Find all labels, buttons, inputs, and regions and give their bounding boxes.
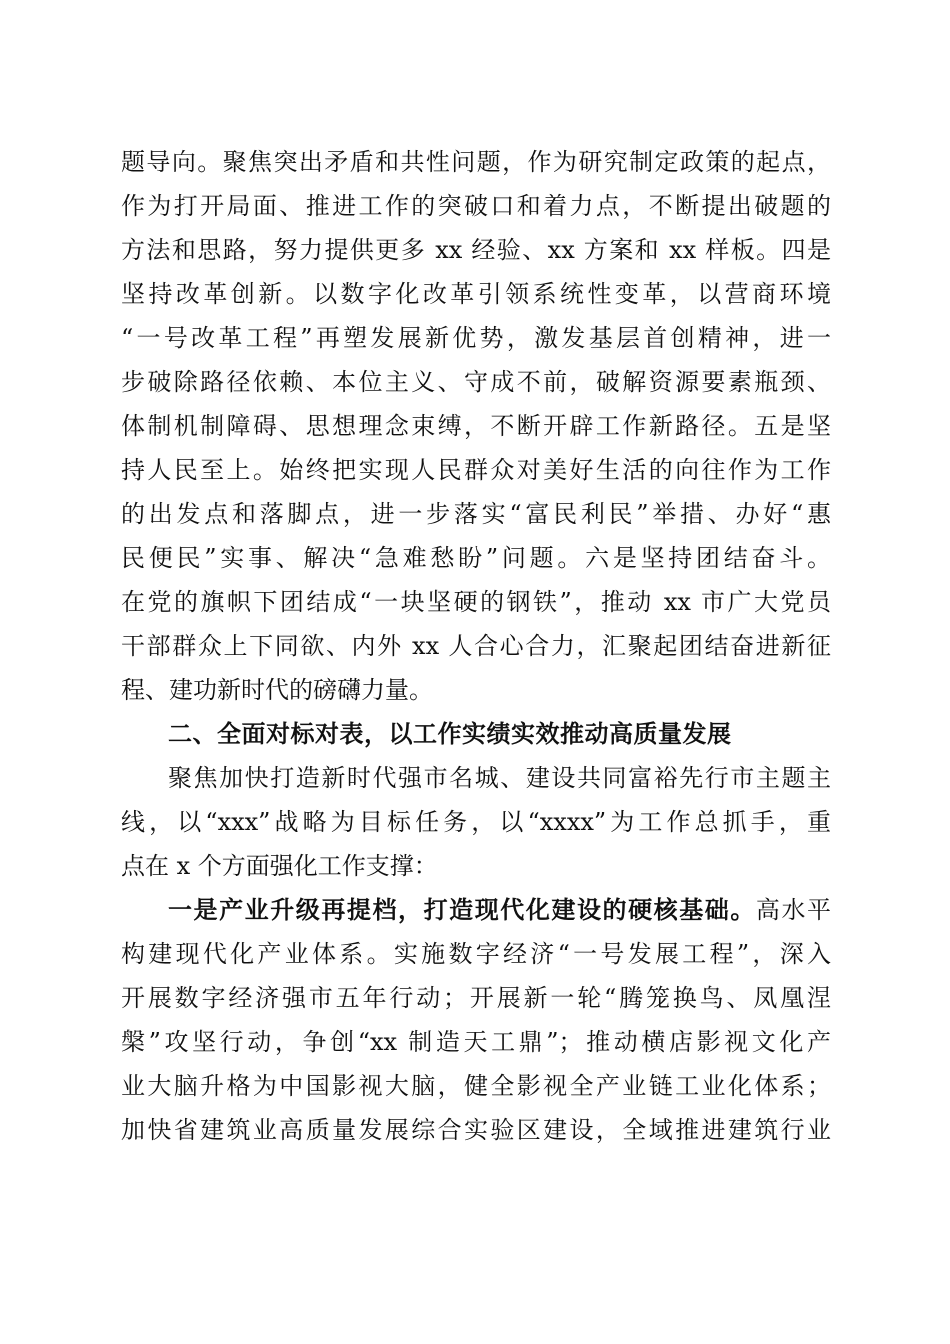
body-text-line: 步破除路径依赖、本位主义、守成不前，破解资源要素瓶颈、 — [121, 368, 831, 396]
body-text-line: 线，以“xxx”战略为目标任务，以“xxxx”为工作总抓手，重 — [121, 808, 831, 836]
body-text-line: 构建现代化产业体系。实施数字经济“一号发展工程”，深入 — [121, 940, 831, 968]
paragraph-lead-sentence: 一是产业升级再提档，打造现代化建设的硬核基础。 — [168, 895, 756, 924]
body-text-line: 题导向。聚焦突出矛盾和共性问题，作为研究制定政策的起点， — [121, 148, 831, 176]
body-text-line-with-lead — [168, 890, 831, 930]
body-text-line: 程、建功新时代的磅礴力量。 — [121, 676, 433, 704]
section-heading: 二、全面对标对表，以工作实绩实效推动高质量发展 — [168, 720, 732, 748]
body-text-line: 聚焦加快打造新时代强市名城、建设共同富裕先行市主题主 — [168, 764, 831, 792]
paragraph-lead-rest: 高水平 — [755, 896, 831, 924]
body-text-line: 槃”攻坚行动，争创“xx 制造天工鼎”；推动横店影视文化产 — [121, 1028, 831, 1056]
body-text-line: 加快省建筑业高质量发展综合实验区建设，全域推进建筑行业 — [121, 1116, 831, 1144]
body-text-line: 业大脑升格为中国影视大脑，健全影视全产业链工业化体系； — [121, 1072, 831, 1100]
body-text-line: 体制机制障碍、思想理念束缚，不断开辟工作新路径。五是坚 — [121, 412, 831, 440]
body-text-line: 的出发点和落脚点，进一步落实“富民利民”举措、办好“惠 — [121, 500, 831, 528]
body-text-line: 干部群众上下同欲、内外 xx 人合心合力，汇聚起团结奋进新征 — [121, 632, 831, 660]
body-text-line: 持人民至上。始终把实现人民群众对美好生活的向往作为工作 — [121, 456, 831, 484]
body-text-line: 作为打开局面、推进工作的突破口和着力点，不断提出破题的 — [121, 192, 831, 220]
body-text-line: 点在 x 个方面强化工作支撑： — [121, 852, 438, 880]
body-text-line: 开展数字经济强市五年行动；开展新一轮“腾笼换鸟、凤凰涅 — [121, 984, 831, 1012]
body-text-line: 在党的旗帜下团结成“一块坚硬的钢铁”，推动 xx 市广大党员 — [121, 588, 831, 616]
body-text-line: 方法和思路，努力提供更多 xx 经验、xx 方案和 xx 样板。四是 — [121, 236, 831, 264]
body-text-line: “一号改革工程”再塑发展新优势，激发基层首创精神，进一 — [121, 324, 831, 352]
body-text-line: 民便民”实事、解决“急难愁盼”问题。六是坚持团结奋斗。 — [121, 544, 831, 572]
body-text-line: 坚持改革创新。以数字化改革引领系统性变革，以营商环境 — [121, 280, 831, 308]
